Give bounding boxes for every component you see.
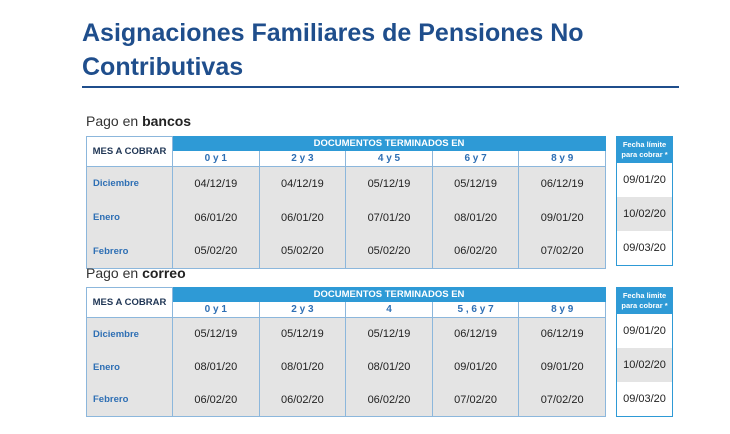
- digit-header: 8 y 9: [519, 302, 606, 318]
- month-cell: Enero: [87, 201, 173, 235]
- mes-header: MES A COBRAR: [87, 288, 173, 318]
- section-label-prefix: Pago en: [86, 113, 143, 129]
- date-cell: 08/01/20: [346, 351, 433, 384]
- date-cell: 06/01/20: [173, 201, 260, 235]
- fecha-limite-value: 10/02/20: [617, 197, 672, 231]
- date-cell: 05/12/19: [346, 318, 433, 351]
- digit-header: 8 y 9: [519, 151, 606, 167]
- date-cell: 09/01/20: [432, 351, 519, 384]
- fecha-limite-value: 09/01/20: [623, 325, 666, 337]
- date-cell: 08/01/20: [432, 201, 519, 235]
- month-cell: Enero: [87, 351, 173, 384]
- date-cell: 06/02/20: [346, 384, 433, 417]
- date-cell: 05/02/20: [346, 235, 433, 269]
- date-cell: 06/12/19: [432, 318, 519, 351]
- date-cell: 08/01/20: [259, 351, 346, 384]
- date-cell: 07/01/20: [346, 201, 433, 235]
- section-label-bold: bancos: [142, 113, 192, 129]
- date-cell: 05/12/19: [346, 167, 433, 201]
- date-cell: 06/12/19: [519, 318, 606, 351]
- month-cell: Febrero: [87, 235, 173, 269]
- table-row: [87, 351, 606, 384]
- documentos-header: DOCUMENTOS TERMINADOS EN: [173, 137, 606, 151]
- fecha-limite-value: 09/01/20: [623, 174, 666, 186]
- date-cell: 06/01/20: [259, 201, 346, 235]
- date-cell: 07/02/20: [432, 384, 519, 417]
- date-cell: 05/12/19: [432, 167, 519, 201]
- date-cell: 08/01/20: [173, 351, 260, 384]
- fecha-limite-value: 09/03/20: [623, 242, 666, 254]
- table-row: [87, 201, 606, 235]
- fecha-limite-value: 10/02/20: [617, 348, 672, 382]
- fecha-limite-header: Fecha límite para cobrar *: [617, 137, 672, 163]
- date-cell: 06/12/19: [519, 167, 606, 201]
- digit-header: 2 y 3: [259, 302, 346, 318]
- date-cell: 06/02/20: [432, 235, 519, 269]
- date-cell: 07/02/20: [519, 235, 606, 269]
- section-label-bancos: [86, 113, 191, 129]
- digit-header: 4 y 5: [346, 151, 433, 167]
- date-cell: 05/02/20: [173, 235, 260, 269]
- digit-header: 4: [346, 302, 433, 318]
- month-cell: Diciembre: [87, 167, 173, 201]
- date-cell: 09/01/20: [519, 201, 606, 235]
- fecha-limite-value: 09/03/20: [623, 393, 666, 405]
- date-cell: 07/02/20: [519, 384, 606, 417]
- date-cell: 05/12/19: [173, 318, 260, 351]
- date-cell: 04/12/19: [259, 167, 346, 201]
- digit-header: 2 y 3: [259, 151, 346, 167]
- section-label-bold: correo: [142, 265, 186, 281]
- schedule-table-correo: [86, 287, 606, 417]
- month-cell: Diciembre: [87, 318, 173, 351]
- date-cell: 05/12/19: [259, 318, 346, 351]
- date-cell: 06/02/20: [259, 384, 346, 417]
- schedule-table-bancos: [86, 136, 606, 269]
- section-label-prefix: Pago en: [86, 265, 143, 281]
- page-title: Asignaciones Familiares de Pensiones No Contributivas: [82, 19, 584, 81]
- table-row: [87, 167, 606, 201]
- digit-header: 0 y 1: [173, 151, 260, 167]
- fecha-limite-column-correo: [616, 287, 673, 417]
- mes-header: MES A COBRAR: [87, 137, 173, 167]
- month-cell: Febrero: [87, 384, 173, 417]
- date-cell: 09/01/20: [519, 351, 606, 384]
- date-cell: 04/12/19: [173, 167, 260, 201]
- documentos-header: DOCUMENTOS TERMINADOS EN: [173, 288, 606, 302]
- section-label-correo: [86, 265, 186, 281]
- table-row: [87, 384, 606, 417]
- digit-header: 5 , 6 y 7: [432, 302, 519, 318]
- fecha-limite-column-bancos: [616, 136, 673, 266]
- digit-header: 6 y 7: [432, 151, 519, 167]
- date-cell: 05/02/20: [259, 235, 346, 269]
- date-cell: 06/02/20: [173, 384, 260, 417]
- table-row: [87, 235, 606, 269]
- title-divider: [82, 86, 679, 88]
- digit-header: 0 y 1: [173, 302, 260, 318]
- fecha-limite-header: Fecha limite para cobrar *: [617, 288, 672, 314]
- table-row: [87, 318, 606, 351]
